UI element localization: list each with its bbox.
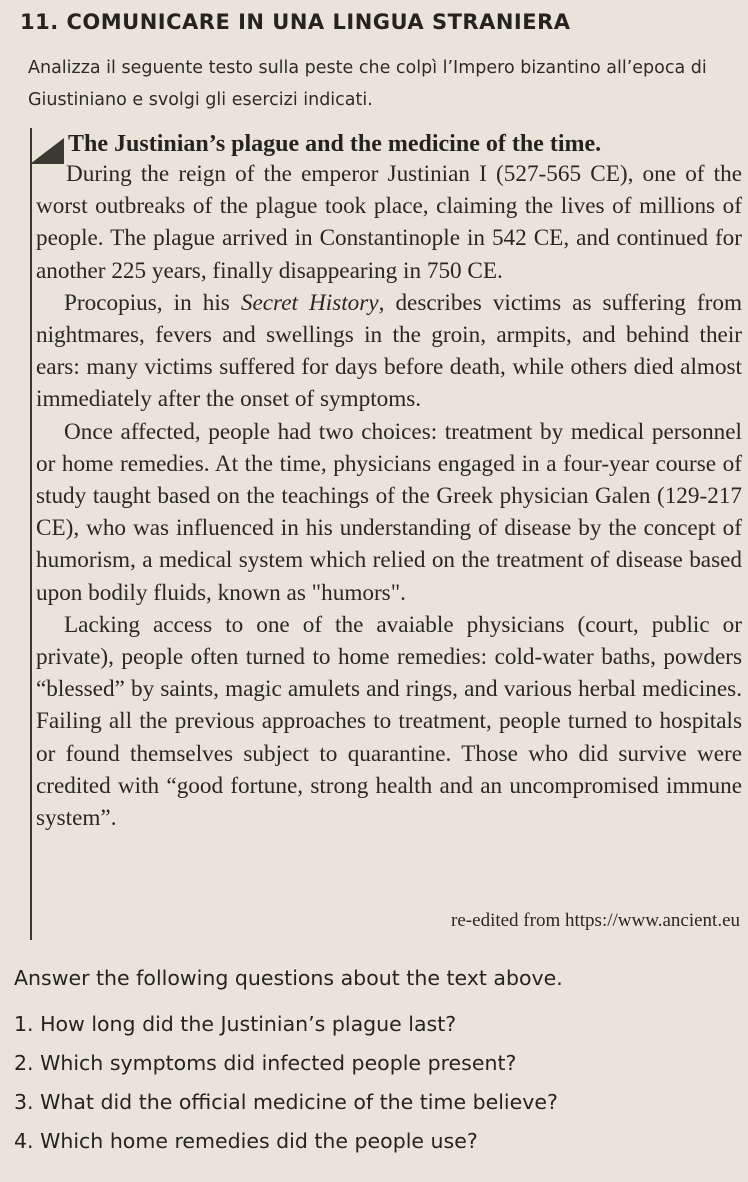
article-paragraph-1-text: During the reign of the emperor Justinian I (527-565 CE), one of the worst outbreaks of the plague took place, claiming the lives of millions of people. The plague arrived in Constantinople in 542 CE, and continued for another 225 years, finally disappearing in 750 CE.: [36, 161, 742, 284]
article-paragraph-3: Once affected, people had two choices: treatment by medical personnel or home remedies. At the time, physicians engaged in a four-year course of study taught based on the teachings of the Greek physician Galen (129-217 CE), who was influenced in his understanding of disease by the concept of humorism, a medical system which relied on the treatment of disease based upon bodily fluids, known as "humors".: [36, 418, 742, 606]
article-box: [0, 128, 748, 958]
article-paragraph-4: Lacking access to one of the avaiable physicians (court, public or private), people often turned to home remedies: cold-water baths, powders “blessed” by saints, magic amulets and rings, and various herbal medicines. Failing all the previous approaches to treatment, people turned to hospitals or found themselves subject to quarantine. Those who did survive were credited with “good fortune, strong health and an uncompromised immune system”.: [36, 611, 742, 832]
article-work-title: Secret History: [240, 289, 379, 316]
question-item: 2. Which symptoms did infected people present?: [14, 1051, 517, 1075]
article-paragraph-1: [36, 158, 742, 287]
article-body: [36, 158, 742, 834]
question-item: 3. What did the official medicine of the time believe?: [14, 1090, 558, 1114]
questions-list: [14, 1005, 558, 1161]
question-item: 1. How long did the Justinian’s plague last?: [14, 1012, 457, 1036]
article-paragraph-2: [36, 287, 742, 416]
section-title: 11. COMUNICARE IN UNA LINGUA STRANIERA: [20, 10, 571, 34]
section-intro: Analizza il seguente testo sulla peste che colpì l’Impero bizantino all’epoca di Giustiniano e svolgi gli esercizi indicati.: [28, 58, 707, 110]
article-title: The Justinian’s plague and the medicine of the time.: [68, 131, 602, 157]
article-paragraph-2-end: , describes victims as suffering from nightmares, fevers and swellings in the groin, armpits, and behind their ears: many victims suffered for days before death, while others died almost immediately after the onset of symptoms.: [36, 289, 742, 413]
box-left-rule: [30, 128, 32, 940]
questions-heading: Answer the following questions about the text above.: [14, 966, 563, 990]
question-item: 4. Which home remedies did the people use?: [14, 1129, 478, 1153]
article-paragraph-2-start: Procopius, in his: [64, 289, 241, 316]
article-source: re-edited from https://www.ancient.eu: [451, 910, 740, 931]
